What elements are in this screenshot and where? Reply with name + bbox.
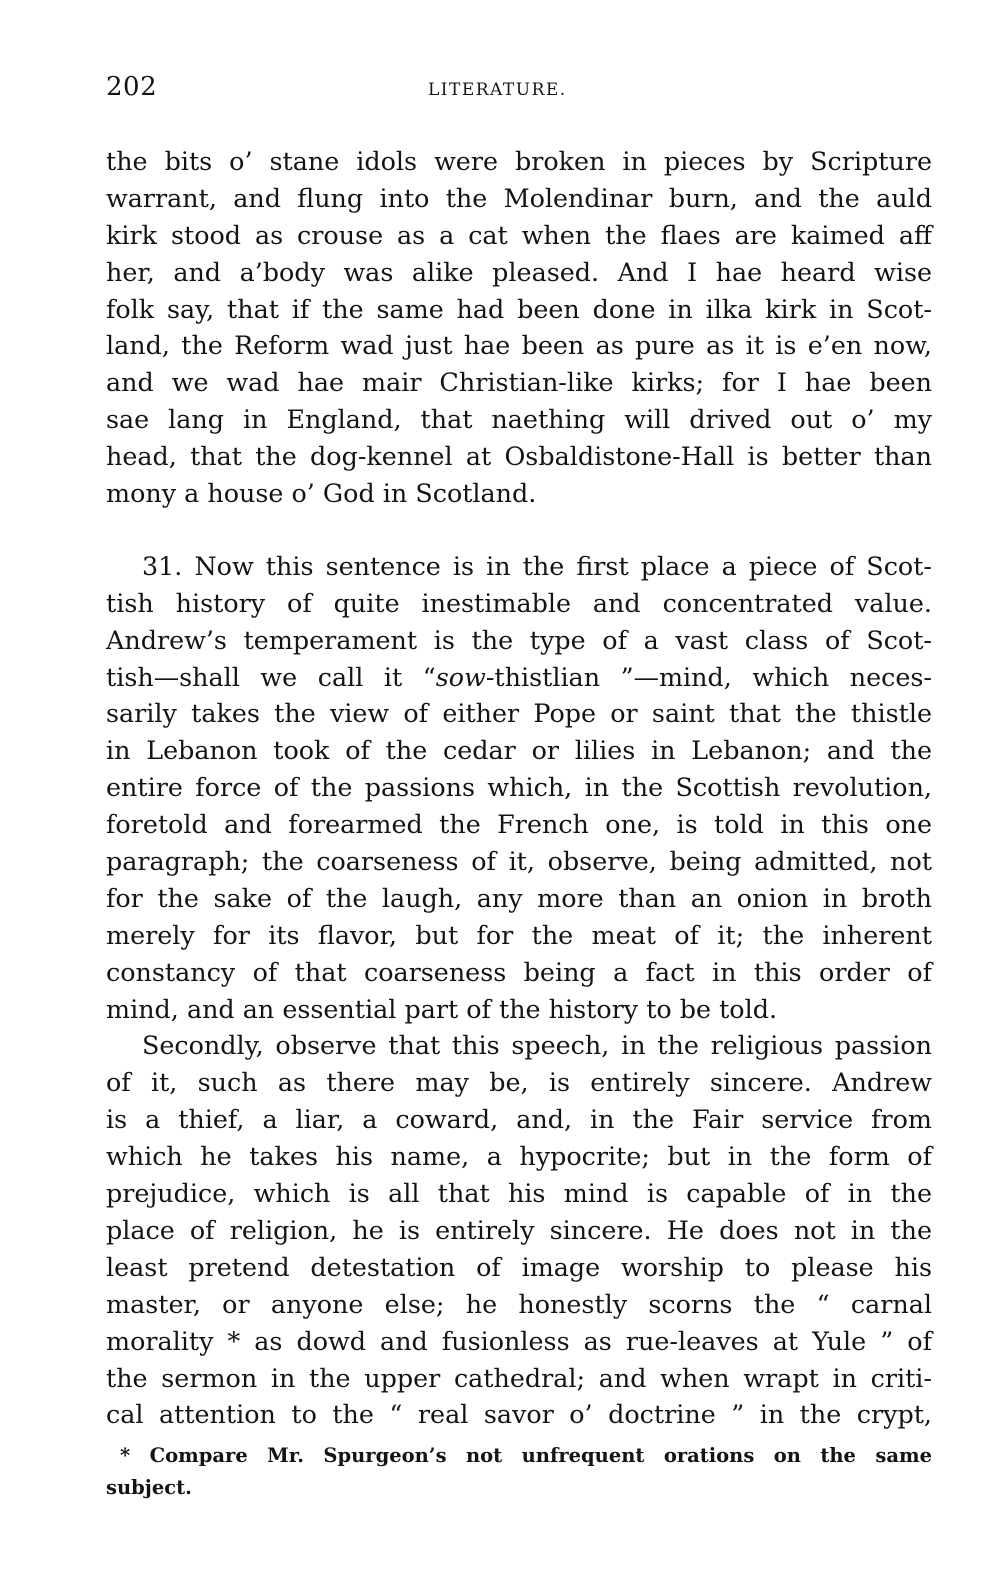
paragraph-spacer bbox=[106, 512, 932, 548]
text-line: foretold and forearmed the French one, is told in this one bbox=[106, 809, 932, 840]
text-line: Andrew’s temperament is the type of a vast class of Scot- bbox=[106, 624, 932, 655]
footnote-line: * Compare Mr. Spurgeon’s not unfrequent orations on the same bbox=[120, 1444, 932, 1467]
text-line: sarily takes the view of either Pope or saint that the thistle bbox=[106, 698, 932, 729]
text-line: cal attention to the “ real savor o’ doctrine ” in the crypt, bbox=[106, 1399, 932, 1430]
paragraph-31 bbox=[106, 548, 932, 1028]
paragraph-secondly bbox=[106, 1027, 932, 1433]
text-line: constancy of that coarseness being a fact in this order of bbox=[106, 956, 932, 987]
text-line: merely for its flavor, but for the meat of it; the inherent bbox=[106, 919, 932, 950]
text-line: is a thief, a liar, a coward, and, in the Fair service from bbox=[106, 1104, 932, 1135]
page-header bbox=[106, 72, 932, 112]
text-line: least pretend detestation of image worship to please his bbox=[106, 1251, 932, 1282]
paragraph-continued bbox=[106, 143, 932, 512]
text-line: for the sake of the laugh, any more than an onion in broth bbox=[106, 882, 932, 913]
text-line: Secondly, observe that this speech, in the religious passion bbox=[142, 1030, 932, 1061]
text-line bbox=[106, 659, 932, 696]
text-line: master, or anyone else; he honestly scorns the “ carnal bbox=[106, 1288, 932, 1319]
text-fragment: tish—shall we call it “ bbox=[106, 661, 436, 692]
text-line: kirk stood as crouse as a cat when the flaes are kaimed aff bbox=[106, 219, 932, 250]
text-line: entire force of the passions which, in the Scottish revolution, bbox=[106, 772, 932, 803]
text-line: tish history of quite inestimable and concentrated value. bbox=[106, 587, 932, 618]
footnote-line: subject. bbox=[106, 1476, 192, 1499]
body-text bbox=[106, 143, 932, 1433]
text-line: of it, such as there may be, is entirely sincere. Andrew bbox=[106, 1067, 932, 1098]
italic-word: sow bbox=[435, 661, 486, 692]
running-head: LITERATURE. bbox=[428, 80, 567, 100]
text-line: which he takes his name, a hypocrite; but in the form of bbox=[106, 1141, 932, 1172]
text-line: head, that the dog-kennel at Osbaldistone-Hall is better than bbox=[106, 441, 932, 472]
text-line: her, and a’body was alike pleased. And I hae heard wise bbox=[106, 256, 932, 287]
text-line: morality * as dowd and fusionless as rue-leaves at Yule ” of bbox=[106, 1325, 932, 1356]
text-line: the bits o’ stane idols were broken in pieces by Scripture bbox=[106, 146, 932, 176]
text-line: mony a house o’ God in Scotland. bbox=[106, 478, 537, 509]
text-line: prejudice, which is all that his mind is capable of in the bbox=[106, 1178, 932, 1209]
text-line: folk say, that if the same had been done in ilka kirk in Scot- bbox=[106, 293, 932, 324]
text-line: warrant, and flung into the Molendinar burn, and the auld bbox=[106, 182, 932, 213]
footnote bbox=[106, 1440, 932, 1504]
text-fragment: -thistlian ”—mind, which neces- bbox=[485, 661, 932, 692]
page-number: 202 bbox=[106, 72, 158, 102]
text-line: sae lang in England, that naething will drived out o’ my bbox=[106, 404, 932, 435]
text-line: paragraph; the coarseness of it, observe, being admitted, not bbox=[106, 846, 932, 877]
text-line: land, the Reform wad just hae been as pure as it is e’en now, bbox=[106, 330, 932, 361]
text-line: the sermon in the upper cathedral; and when wrapt in criti- bbox=[106, 1362, 932, 1393]
text-line: and we wad hae mair Christian-like kirks; for I hae been bbox=[106, 367, 932, 398]
text-line: mind, and an essential part of the history to be told. bbox=[106, 993, 778, 1024]
text-line: place of religion, he is entirely sincere. He does not in the bbox=[106, 1214, 932, 1245]
text-line: 31. Now this sentence is in the first place a piece of Scot- bbox=[142, 550, 932, 581]
text-line: in Lebanon took of the cedar or lilies in Lebanon; and the bbox=[106, 735, 932, 766]
